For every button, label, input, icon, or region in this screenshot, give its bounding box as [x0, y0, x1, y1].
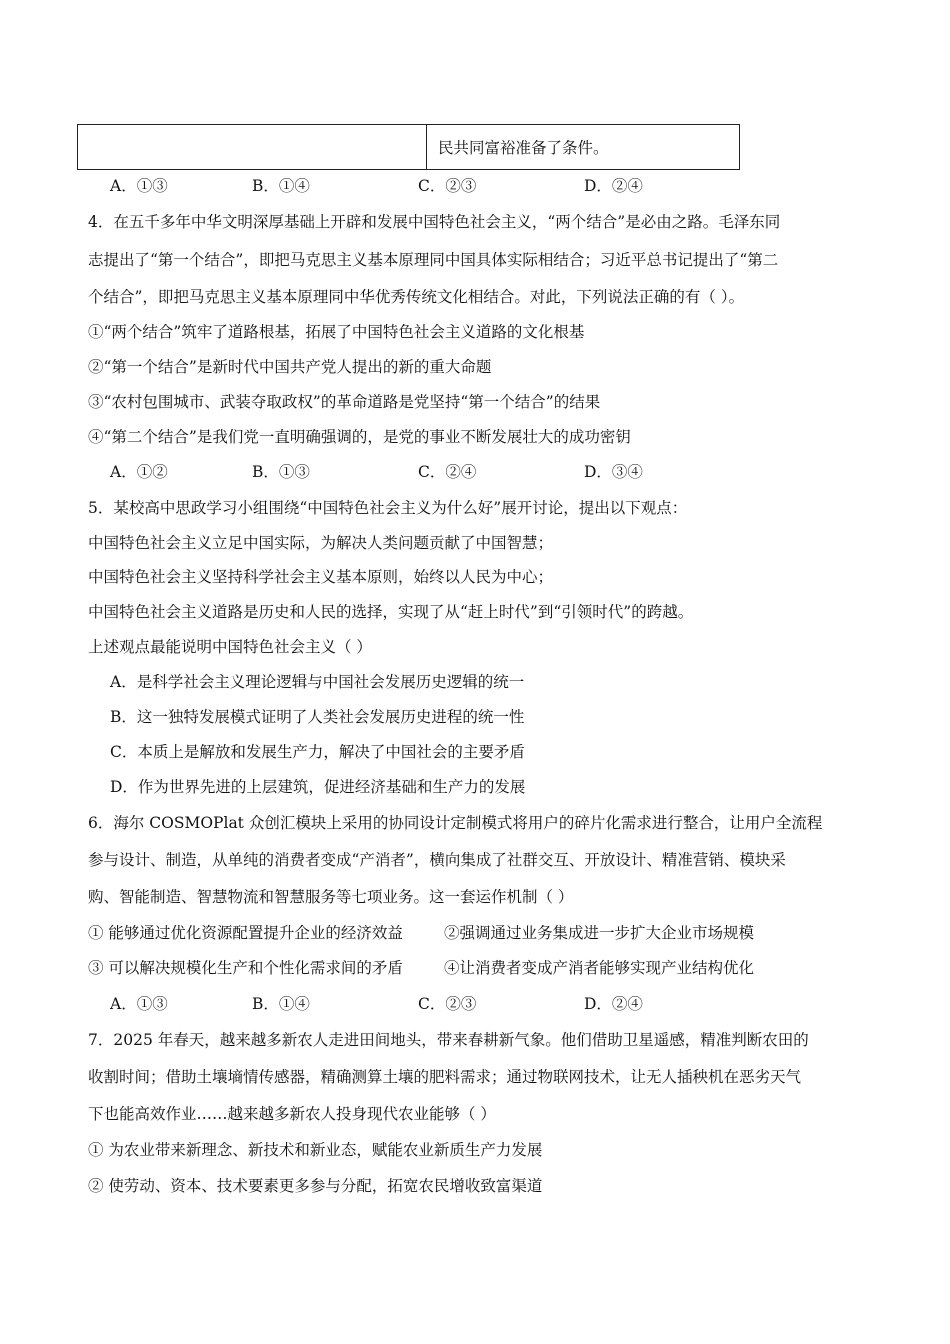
q4-stem-line-2: 志提出了“第一个结合”，即把马克思主义基本原理同中国具体实际相结合；习近平总书记提出了“第二: [88, 251, 779, 269]
q5-option-d[interactable]: D．作为世界先进的上层建筑，促进经济基础和生产力的发展: [110, 778, 526, 796]
q6-option-d[interactable]: D．②④: [584, 995, 643, 1013]
q4-option-a[interactable]: A．①②: [110, 463, 168, 481]
q5-stem-line-2: 中国特色社会主义立足中国实际，为解决人类问题贡献了中国智慧；: [88, 534, 554, 552]
q6-item-3: ③ 可以解决规模化生产和个性化需求间的矛盾: [88, 959, 403, 977]
q4-option-d[interactable]: D．③④: [584, 463, 643, 481]
q4-stem-line-1: 4．在五千多年中华文明深厚基础上开辟和发展中国特色社会主义，“两个结合”是必由之路。毛泽东同: [88, 213, 781, 231]
q7-stem-line-3: 下也能高效作业……越来越多新农人投身现代农业能够（ ）: [88, 1105, 496, 1123]
q5-option-b[interactable]: B．这一独特发展模式证明了人类社会发展历史进程的统一性: [110, 708, 525, 726]
q5-option-a[interactable]: A．是科学社会主义理论逻辑与中国社会发展历史逻辑的统一: [110, 673, 525, 691]
q4-option-b[interactable]: B．①③: [252, 463, 310, 481]
q6-option-b[interactable]: B．①④: [252, 995, 310, 1013]
q3-option-a[interactable]: A．①③: [110, 177, 168, 195]
q3-option-b[interactable]: B．①④: [252, 177, 310, 195]
q3-option-c[interactable]: C．②③: [418, 177, 477, 195]
q6-option-a[interactable]: A．①③: [110, 995, 168, 1013]
q6-option-c[interactable]: C．②③: [418, 995, 477, 1013]
q5-option-c[interactable]: C．本质上是解放和发展生产力，解决了中国社会的主要矛盾: [110, 743, 525, 761]
q4-item-3: ③“农村包围城市、武装夺取政权”的革命道路是党坚持“第一个结合”的结果: [88, 393, 601, 411]
q6-stem-line-3: 购、智能制造、智慧物流和智慧服务等七项业务。这一套运作机制（ ）: [88, 888, 574, 906]
q7-stem-line-1: 7．2025 年春天，越来越多新农人走进田间地头，带来春耕新气象。他们借助卫星遥感，精准判断农田的: [88, 1031, 809, 1049]
q4-item-1: ①“两个结合”筑牢了道路根基，拓展了中国特色社会主义道路的文化根基: [88, 323, 585, 341]
q4-option-c[interactable]: C．②④: [418, 463, 477, 481]
answer-table: [77, 124, 740, 170]
table-divider: [426, 125, 427, 169]
q4-item-2: ②“第一个结合”是新时代中国共产党人提出的新的重大命题: [88, 358, 492, 376]
q5-stem-line-1: 5．某校高中思政学习小组围绕“中国特色社会主义为什么好”展开讨论，提出以下观点：: [88, 499, 688, 517]
q5-stem-line-5: 上述观点最能说明中国特色社会主义（ ）: [88, 638, 372, 656]
q6-item-4: ④让消费者变成产消者能够实现产业结构优化: [444, 959, 755, 977]
q6-item-1: ① 能够通过优化资源配置提升企业的经济效益: [88, 924, 403, 942]
q3-option-d[interactable]: D．②④: [584, 177, 643, 195]
q7-item-2: ② 使劳动、资本、技术要素更多参与分配，拓宽农民增收致富渠道: [88, 1177, 543, 1195]
q6-stem-line-1: 6．海尔 COSMOPlat 众创汇模块上采用的协同设计定制模式将用户的碎片化需求进行整合，让用户全流程: [88, 814, 823, 832]
q6-stem-line-2: 参与设计、制造，从单纯的消费者变成“产消者”，横向集成了社群交互、开放设计、精准营销、模块采: [88, 851, 786, 869]
q4-item-4: ④“第二个结合”是我们党一直明确强调的，是党的事业不断发展壮大的成功密钥: [88, 428, 631, 446]
q4-stem-line-3: 个结合”，即把马克思主义基本原理同中华优秀传统文化相结合。对此，下列说法正确的有（ ）。: [88, 288, 745, 306]
q6-item-2: ②强调通过业务集成进一步扩大企业市场规模: [444, 924, 755, 942]
table-cell-right: 民共同富裕准备了条件。: [438, 139, 609, 157]
q7-stem-line-2: 收割时间；借助土壤墒情传感器，精确测算土壤的肥料需求；通过物联网技术，让无人插秧机在恶劣天气: [88, 1068, 802, 1086]
q7-item-1: ① 为农业带来新理念、新技术和新业态，赋能农业新质生产力发展: [88, 1141, 543, 1159]
q5-stem-line-3: 中国特色社会主义坚持科学社会主义基本原则，始终以人民为中心；: [88, 568, 554, 586]
q5-stem-line-4: 中国特色社会主义道路是历史和人民的选择，实现了从“赶上时代”到“引领时代”的跨越。: [88, 603, 694, 621]
